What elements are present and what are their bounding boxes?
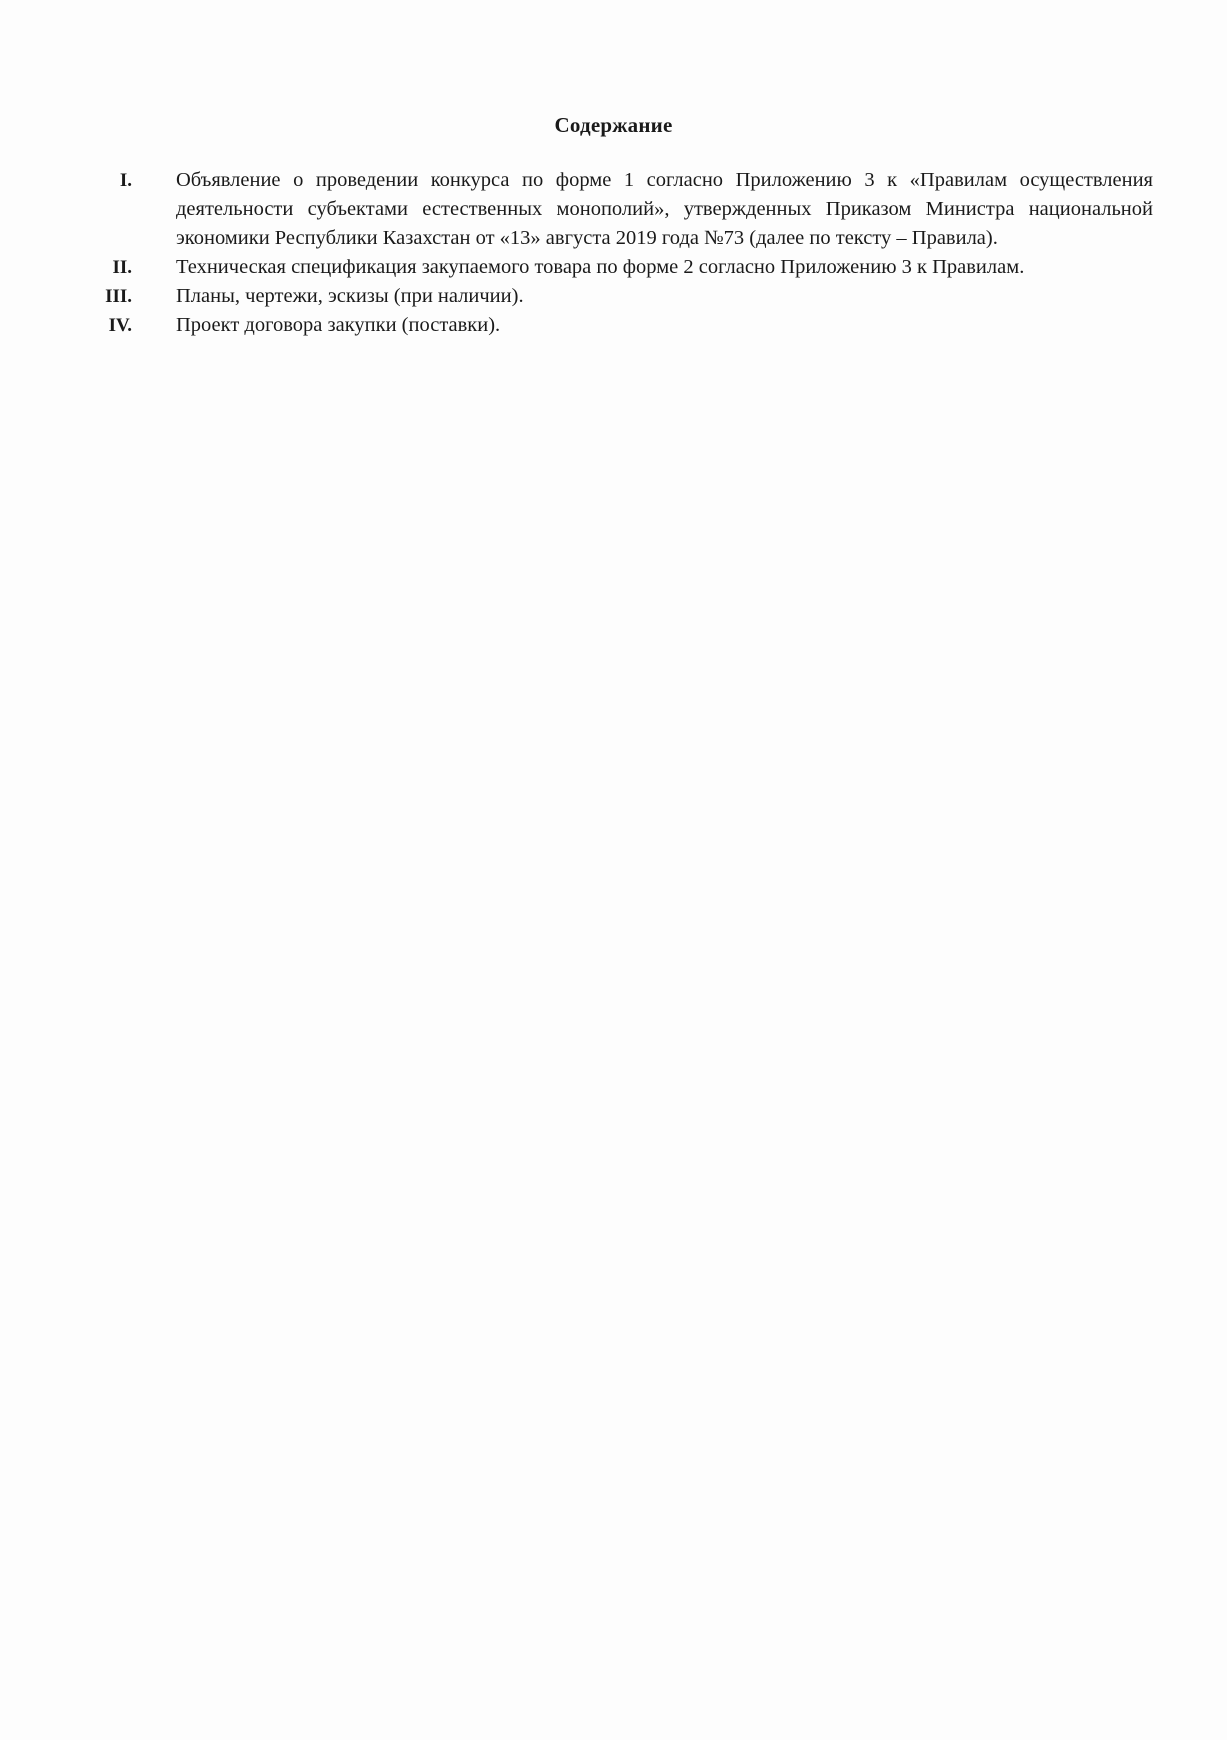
table-of-contents bbox=[88, 166, 1153, 340]
toc-item-text: Проект договора закупки (поставки). bbox=[176, 314, 501, 336]
toc-item-2 bbox=[88, 253, 1153, 282]
toc-item-number: I. bbox=[119, 170, 132, 191]
toc-item-1 bbox=[88, 166, 1153, 253]
toc-item-4 bbox=[88, 311, 1153, 340]
toc-item-number: II. bbox=[112, 257, 132, 278]
toc-item-text: Объявление о проведении конкурса по форме 1 согласно Приложению 3 к «Правилам осуществления деятельности субъектами естественных монополий», утвержденных Приказом Министра национальной экономики Республики Казахстан от «13» августа 2019 года №73 (далее по тексту – Правила). bbox=[176, 169, 1153, 249]
toc-item-number: IV. bbox=[108, 315, 132, 336]
toc-item-text: Техническая спецификация закупаемого товара по форме 2 согласно Приложению 3 к Правилам. bbox=[176, 256, 1025, 278]
toc-item-text: Планы, чертежи, эскизы (при наличии). bbox=[176, 285, 524, 307]
page-title: Содержание bbox=[554, 113, 673, 137]
toc-item-3 bbox=[88, 282, 1153, 311]
toc-item-number: III. bbox=[105, 286, 132, 307]
